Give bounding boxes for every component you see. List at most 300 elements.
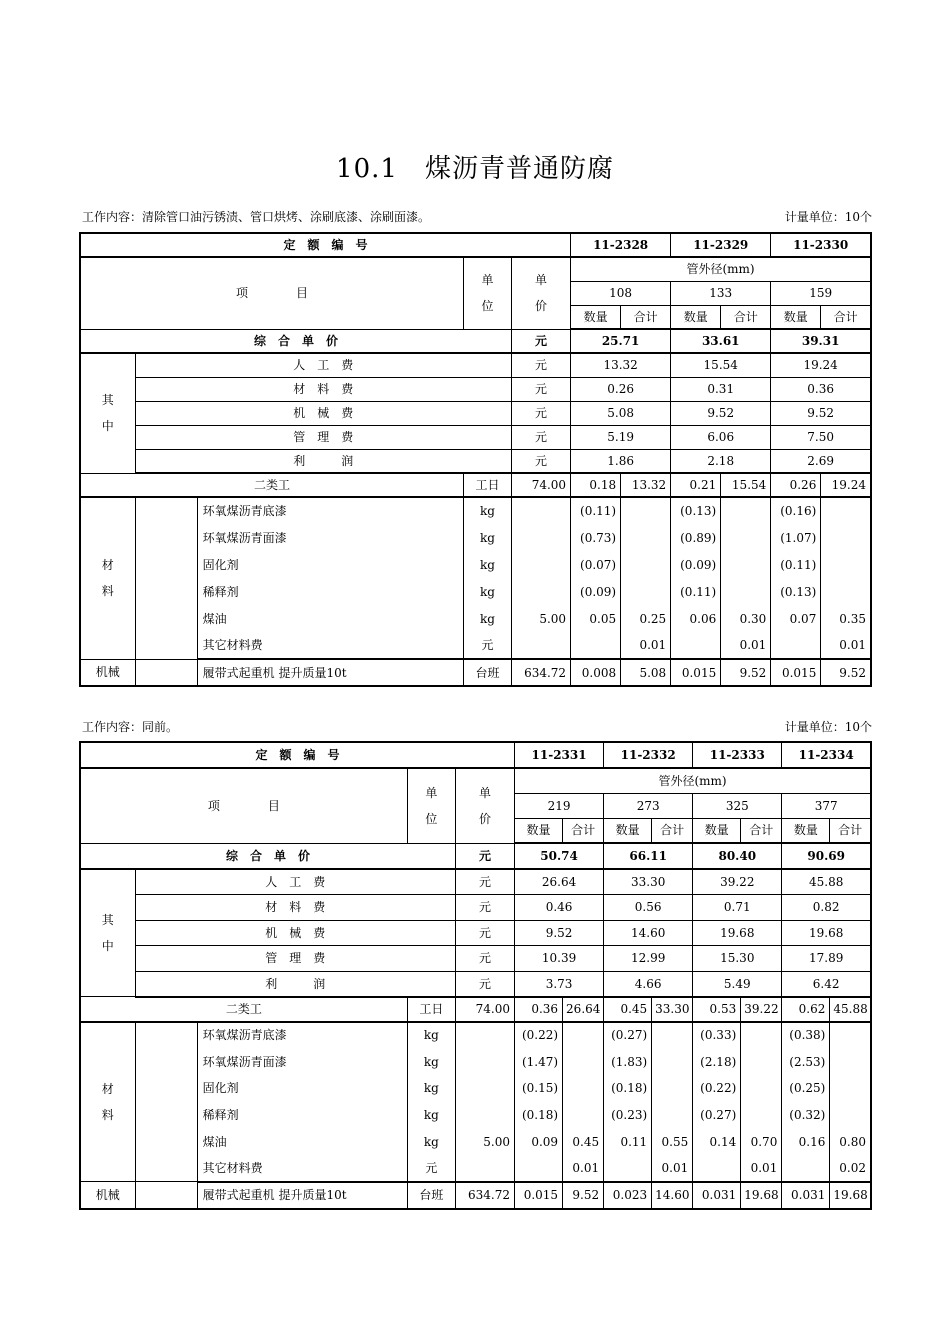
qty-header: 数量 <box>771 305 821 329</box>
price-header: 单 价 <box>455 768 514 843</box>
composite-value: 50.74 <box>515 843 604 869</box>
quota-code: 11-2333 <box>693 742 782 768</box>
material-total <box>830 1075 871 1102</box>
labor-qty: 0.36 <box>515 997 563 1022</box>
cost-item-value: 19.24 <box>771 353 871 377</box>
quota-no-label: 定 额 编 号 <box>80 742 515 768</box>
material-qty: (0.11) <box>571 497 621 524</box>
diameter-value: 377 <box>782 793 871 818</box>
material-total: 0.35 <box>821 605 871 632</box>
cost-item-value: 9.52 <box>771 401 871 425</box>
material-total <box>741 1102 782 1129</box>
machine-total: 14.60 <box>652 1182 693 1209</box>
diameter-value: 219 <box>515 793 604 818</box>
quota-code: 11-2328 <box>571 233 671 257</box>
material-name: 固化剂 <box>197 1075 407 1102</box>
material-qty: (1.83) <box>604 1048 652 1075</box>
material-qty <box>604 1155 652 1182</box>
cost-item-value: 7.50 <box>771 425 871 449</box>
cost-item-unit: 元 <box>455 946 514 972</box>
diameter-value: 108 <box>571 281 671 305</box>
material-qty: (0.23) <box>604 1102 652 1129</box>
quota-code: 11-2334 <box>782 742 871 768</box>
material-total: 0.55 <box>652 1128 693 1155</box>
table-row <box>80 449 871 473</box>
material-total <box>830 1048 871 1075</box>
material-total <box>652 1102 693 1129</box>
total-header: 合计 <box>830 818 871 843</box>
unit-header: 单 位 <box>407 768 455 843</box>
table-row <box>80 1182 871 1209</box>
labor-total: 15.54 <box>721 473 771 497</box>
labor-qty: 0.45 <box>604 997 652 1022</box>
material-qty <box>771 632 821 659</box>
total-header: 合计 <box>741 818 782 843</box>
cost-item-unit: 元 <box>455 895 514 921</box>
material-name: 环氧煤沥青底漆 <box>197 1022 407 1049</box>
table-row <box>80 1048 871 1075</box>
machine-qty: 0.023 <box>604 1182 652 1209</box>
qty-header: 数量 <box>671 305 721 329</box>
material-qty: (2.18) <box>693 1048 741 1075</box>
material-qty: 0.09 <box>515 1128 563 1155</box>
cost-item-value: 19.68 <box>782 920 871 946</box>
material-unit: kg <box>463 605 511 632</box>
cost-item-value: 39.22 <box>693 869 782 895</box>
table-row <box>80 401 871 425</box>
measure-unit: 计量单位：10个 <box>784 210 872 224</box>
material-total: 0.01 <box>563 1155 604 1182</box>
cost-item-label: 机 械 费 <box>135 920 455 946</box>
composite-value: 66.11 <box>604 843 693 869</box>
table-row <box>80 1075 871 1102</box>
qty-header: 数量 <box>571 305 621 329</box>
machine-unit: 台班 <box>407 1182 455 1209</box>
material-total: 0.02 <box>830 1155 871 1182</box>
page-title: 10.1 煤沥青普通防腐 <box>336 154 614 184</box>
material-label: 材 料 <box>80 1022 135 1182</box>
material-qty: (0.13) <box>771 578 821 605</box>
total-header: 合计 <box>563 818 604 843</box>
table-row <box>80 233 871 257</box>
labor-total: 26.64 <box>563 997 604 1022</box>
material-qty: (0.13) <box>671 497 721 524</box>
material-name: 稀释剂 <box>197 578 463 605</box>
section-2-info <box>82 718 872 734</box>
material-total: 0.01 <box>652 1155 693 1182</box>
material-total <box>563 1048 604 1075</box>
material-price <box>511 524 570 551</box>
cost-item-value: 5.49 <box>693 971 782 997</box>
cost-item-value: 5.08 <box>571 401 671 425</box>
machine-qty: 0.031 <box>693 1182 741 1209</box>
total-header: 合计 <box>652 818 693 843</box>
table-row <box>80 551 871 578</box>
table-row <box>80 843 871 869</box>
cost-item-unit: 元 <box>511 449 570 473</box>
material-price <box>511 551 570 578</box>
material-qty: (0.18) <box>515 1102 563 1129</box>
item-header: 项 目 <box>80 768 407 843</box>
machine-price: 634.72 <box>511 659 570 686</box>
material-total <box>721 524 771 551</box>
labor-total: 39.22 <box>741 997 782 1022</box>
cost-item-value: 19.68 <box>693 920 782 946</box>
material-qty <box>671 632 721 659</box>
cost-item-label: 材 料 费 <box>135 895 455 921</box>
labor-total: 13.32 <box>621 473 671 497</box>
material-blank <box>135 497 197 659</box>
material-qty <box>515 1155 563 1182</box>
material-total <box>721 551 771 578</box>
material-total <box>721 497 771 524</box>
machine-qty: 0.031 <box>782 1182 830 1209</box>
table-row <box>80 605 871 632</box>
cost-item-unit: 元 <box>511 401 570 425</box>
material-total <box>563 1075 604 1102</box>
material-qty: 0.05 <box>571 605 621 632</box>
material-price <box>511 497 570 524</box>
quota-code: 11-2331 <box>515 742 604 768</box>
cost-item-unit: 元 <box>511 377 570 401</box>
material-total <box>721 578 771 605</box>
cost-item-value: 6.42 <box>782 971 871 997</box>
cost-item-value: 0.46 <box>515 895 604 921</box>
material-total: 0.25 <box>621 605 671 632</box>
material-total <box>821 497 871 524</box>
table-row <box>80 257 871 281</box>
material-qty <box>693 1155 741 1182</box>
material-qty: (0.33) <box>693 1022 741 1049</box>
material-total <box>621 578 671 605</box>
labor-qty: 0.62 <box>782 997 830 1022</box>
material-unit: kg <box>463 524 511 551</box>
table-row <box>80 895 871 921</box>
diameter-value: 273 <box>604 793 693 818</box>
total-header: 合计 <box>821 305 871 329</box>
qty-header: 数量 <box>693 818 741 843</box>
material-qty: (0.11) <box>671 578 721 605</box>
total-header: 合计 <box>721 305 771 329</box>
material-name: 煤油 <box>197 1128 407 1155</box>
material-qty: (0.22) <box>515 1022 563 1049</box>
cost-item-unit: 元 <box>455 971 514 997</box>
machine-blank <box>135 659 197 686</box>
material-qty: (0.38) <box>782 1022 830 1049</box>
material-unit: kg <box>407 1128 455 1155</box>
total-header: 合计 <box>621 305 671 329</box>
machine-name: 履带式起重机 提升质量10t <box>197 659 463 686</box>
composite-value: 39.31 <box>771 329 871 353</box>
material-total: 0.80 <box>830 1128 871 1155</box>
composite-value: 80.40 <box>693 843 782 869</box>
cost-item-value: 3.73 <box>515 971 604 997</box>
machine-total: 9.52 <box>563 1182 604 1209</box>
table-row <box>80 971 871 997</box>
material-name: 环氧煤沥青面漆 <box>197 524 463 551</box>
qty-header: 数量 <box>604 818 652 843</box>
diameter-label: 管外径(mm) <box>515 768 872 793</box>
material-total <box>741 1075 782 1102</box>
cost-item-unit: 元 <box>511 425 570 449</box>
material-total <box>741 1022 782 1049</box>
machine-qty: 0.015 <box>671 659 721 686</box>
material-unit: kg <box>463 497 511 524</box>
diameter-value: 325 <box>693 793 782 818</box>
table-row <box>80 473 871 497</box>
table-row <box>80 946 871 972</box>
cost-item-value: 10.39 <box>515 946 604 972</box>
quota-no-label: 定 额 编 号 <box>80 233 571 257</box>
material-total: 0.70 <box>741 1128 782 1155</box>
material-blank <box>135 1022 197 1182</box>
material-total: 0.45 <box>563 1128 604 1155</box>
cost-item-value: 6.06 <box>671 425 771 449</box>
material-qty: (0.73) <box>571 524 621 551</box>
labor-label: 二类工 <box>80 473 463 497</box>
labor-price: 74.00 <box>511 473 570 497</box>
labor-unit: 工日 <box>463 473 511 497</box>
cost-item-value: 0.71 <box>693 895 782 921</box>
material-qty: (0.27) <box>604 1022 652 1049</box>
cost-item-value: 0.36 <box>771 377 871 401</box>
machine-qty: 0.015 <box>771 659 821 686</box>
material-qty: (1.47) <box>515 1048 563 1075</box>
quota-table-1 <box>79 232 872 687</box>
machine-total: 9.52 <box>821 659 871 686</box>
cost-item-value: 0.26 <box>571 377 671 401</box>
material-qty: (0.09) <box>571 578 621 605</box>
material-price <box>455 1155 514 1182</box>
quota-code: 11-2330 <box>771 233 871 257</box>
table-row <box>80 524 871 551</box>
machine-name: 履带式起重机 提升质量10t <box>197 1182 407 1209</box>
cost-item-label: 利 润 <box>135 449 511 473</box>
material-qty: (0.27) <box>693 1102 741 1129</box>
material-total: 0.01 <box>721 632 771 659</box>
material-total: 0.01 <box>821 632 871 659</box>
table-row <box>80 578 871 605</box>
material-qty: (0.89) <box>671 524 721 551</box>
cost-item-value: 5.19 <box>571 425 671 449</box>
cost-item-value: 12.99 <box>604 946 693 972</box>
machine-price: 634.72 <box>455 1182 514 1209</box>
material-qty: 0.06 <box>671 605 721 632</box>
material-qty: 0.11 <box>604 1128 652 1155</box>
material-qty: (0.16) <box>771 497 821 524</box>
material-unit: kg <box>407 1048 455 1075</box>
cost-item-value: 15.30 <box>693 946 782 972</box>
item-header: 项 目 <box>80 257 463 329</box>
cost-item-value: 0.31 <box>671 377 771 401</box>
table-row <box>80 497 871 524</box>
material-total <box>652 1075 693 1102</box>
section-1-info <box>82 208 872 224</box>
material-qty: 0.07 <box>771 605 821 632</box>
material-qty: (0.15) <box>515 1075 563 1102</box>
material-total <box>821 524 871 551</box>
labor-qty: 0.18 <box>571 473 621 497</box>
material-qty: (2.53) <box>782 1048 830 1075</box>
material-total <box>621 524 671 551</box>
labor-total: 19.24 <box>821 473 871 497</box>
material-price <box>455 1022 514 1049</box>
material-qty: 0.16 <box>782 1128 830 1155</box>
diameter-value: 159 <box>771 281 871 305</box>
labor-qty: 0.26 <box>771 473 821 497</box>
machine-total: 9.52 <box>721 659 771 686</box>
composite-label: 综 合 单 价 <box>80 843 455 869</box>
composite-value: 33.61 <box>671 329 771 353</box>
qty-header: 数量 <box>515 818 563 843</box>
table-row <box>80 997 871 1022</box>
material-qty: (0.18) <box>604 1075 652 1102</box>
material-price <box>455 1048 514 1075</box>
material-qty: (0.32) <box>782 1102 830 1129</box>
table-row <box>80 768 871 793</box>
cost-item-label: 管 理 费 <box>135 946 455 972</box>
labor-label: 二类工 <box>80 997 407 1022</box>
material-name: 煤油 <box>197 605 463 632</box>
labor-qty: 0.53 <box>693 997 741 1022</box>
material-name: 环氧煤沥青底漆 <box>197 497 463 524</box>
material-price <box>455 1102 514 1129</box>
material-unit: kg <box>407 1022 455 1049</box>
cost-item-value: 13.32 <box>571 353 671 377</box>
table-row <box>80 1155 871 1182</box>
diameter-value: 133 <box>671 281 771 305</box>
composite-value: 25.71 <box>571 329 671 353</box>
group-label: 其 中 <box>80 353 135 473</box>
table-row <box>80 1102 871 1129</box>
machine-total: 19.68 <box>741 1182 782 1209</box>
cost-item-value: 2.18 <box>671 449 771 473</box>
table-row <box>80 353 871 377</box>
material-total <box>652 1048 693 1075</box>
quota-table-2 <box>79 741 872 1210</box>
table-row <box>80 377 871 401</box>
material-qty <box>571 632 621 659</box>
material-name: 环氧煤沥青面漆 <box>197 1048 407 1075</box>
machine-qty: 0.015 <box>515 1182 563 1209</box>
material-unit: 元 <box>463 632 511 659</box>
table-row <box>80 1022 871 1049</box>
labor-unit: 工日 <box>407 997 455 1022</box>
cost-item-value: 9.52 <box>671 401 771 425</box>
material-total: 0.01 <box>741 1155 782 1182</box>
material-price <box>455 1075 514 1102</box>
price-header: 单 价 <box>511 257 570 329</box>
material-unit: kg <box>407 1075 455 1102</box>
measure-unit: 计量单位：10个 <box>784 720 872 734</box>
table-row <box>80 632 871 659</box>
table-row <box>80 869 871 895</box>
cost-item-label: 机 械 费 <box>135 401 511 425</box>
table-row <box>80 329 871 353</box>
material-name: 固化剂 <box>197 551 463 578</box>
machine-unit: 台班 <box>463 659 511 686</box>
cost-item-value: 0.82 <box>782 895 871 921</box>
cost-item-label: 人 工 费 <box>135 353 511 377</box>
material-price: 5.00 <box>455 1128 514 1155</box>
material-total <box>563 1102 604 1129</box>
material-price <box>511 578 570 605</box>
material-total <box>821 551 871 578</box>
material-unit: kg <box>407 1102 455 1129</box>
material-qty <box>782 1155 830 1182</box>
work-content: 工作内容：清除管口油污锈渍、管口烘烤、涂刷底漆、涂刷面漆。 <box>82 210 431 224</box>
material-total <box>563 1022 604 1049</box>
material-price: 5.00 <box>511 605 570 632</box>
cost-item-value: 1.86 <box>571 449 671 473</box>
material-price <box>511 632 570 659</box>
quota-code: 11-2329 <box>671 233 771 257</box>
table-row <box>80 1128 871 1155</box>
qty-header: 数量 <box>782 818 830 843</box>
table-row <box>80 659 871 686</box>
cost-item-value: 17.89 <box>782 946 871 972</box>
machine-total: 19.68 <box>830 1182 871 1209</box>
cost-item-value: 9.52 <box>515 920 604 946</box>
material-qty: (0.11) <box>771 551 821 578</box>
material-total <box>621 497 671 524</box>
cost-item-label: 管 理 费 <box>135 425 511 449</box>
group-label: 其 中 <box>80 869 135 997</box>
cost-item-value: 26.64 <box>515 869 604 895</box>
material-total <box>621 551 671 578</box>
material-qty: (0.07) <box>571 551 621 578</box>
material-name: 稀释剂 <box>197 1102 407 1129</box>
machine-total: 5.08 <box>621 659 671 686</box>
composite-unit: 元 <box>511 329 570 353</box>
table-row <box>80 425 871 449</box>
material-unit: 元 <box>407 1155 455 1182</box>
machine-category: 机械 <box>80 659 135 686</box>
cost-item-label: 利 润 <box>135 971 455 997</box>
labor-total: 33.30 <box>652 997 693 1022</box>
cost-item-unit: 元 <box>511 353 570 377</box>
material-label: 材 料 <box>80 497 135 659</box>
cost-item-label: 材 料 费 <box>135 377 511 401</box>
labor-qty: 0.21 <box>671 473 721 497</box>
material-qty: (0.09) <box>671 551 721 578</box>
material-total <box>830 1022 871 1049</box>
material-total <box>821 578 871 605</box>
cost-item-value: 15.54 <box>671 353 771 377</box>
table-row <box>80 742 871 768</box>
material-name: 其它材料费 <box>197 632 463 659</box>
cost-item-unit: 元 <box>455 920 514 946</box>
unit-header: 单 位 <box>463 257 511 329</box>
material-total: 0.01 <box>621 632 671 659</box>
composite-unit: 元 <box>455 843 514 869</box>
cost-item-value: 33.30 <box>604 869 693 895</box>
labor-price: 74.00 <box>455 997 514 1022</box>
machine-category: 机械 <box>80 1182 135 1209</box>
cost-item-unit: 元 <box>455 869 514 895</box>
cost-item-value: 0.56 <box>604 895 693 921</box>
cost-item-value: 2.69 <box>771 449 871 473</box>
composite-label: 综 合 单 价 <box>80 329 511 353</box>
cost-item-value: 45.88 <box>782 869 871 895</box>
machine-qty: 0.008 <box>571 659 621 686</box>
cost-item-label: 人 工 费 <box>135 869 455 895</box>
diameter-label: 管外径(mm) <box>571 257 871 281</box>
material-total <box>830 1102 871 1129</box>
table-row <box>80 920 871 946</box>
material-qty: (0.25) <box>782 1075 830 1102</box>
material-unit: kg <box>463 551 511 578</box>
